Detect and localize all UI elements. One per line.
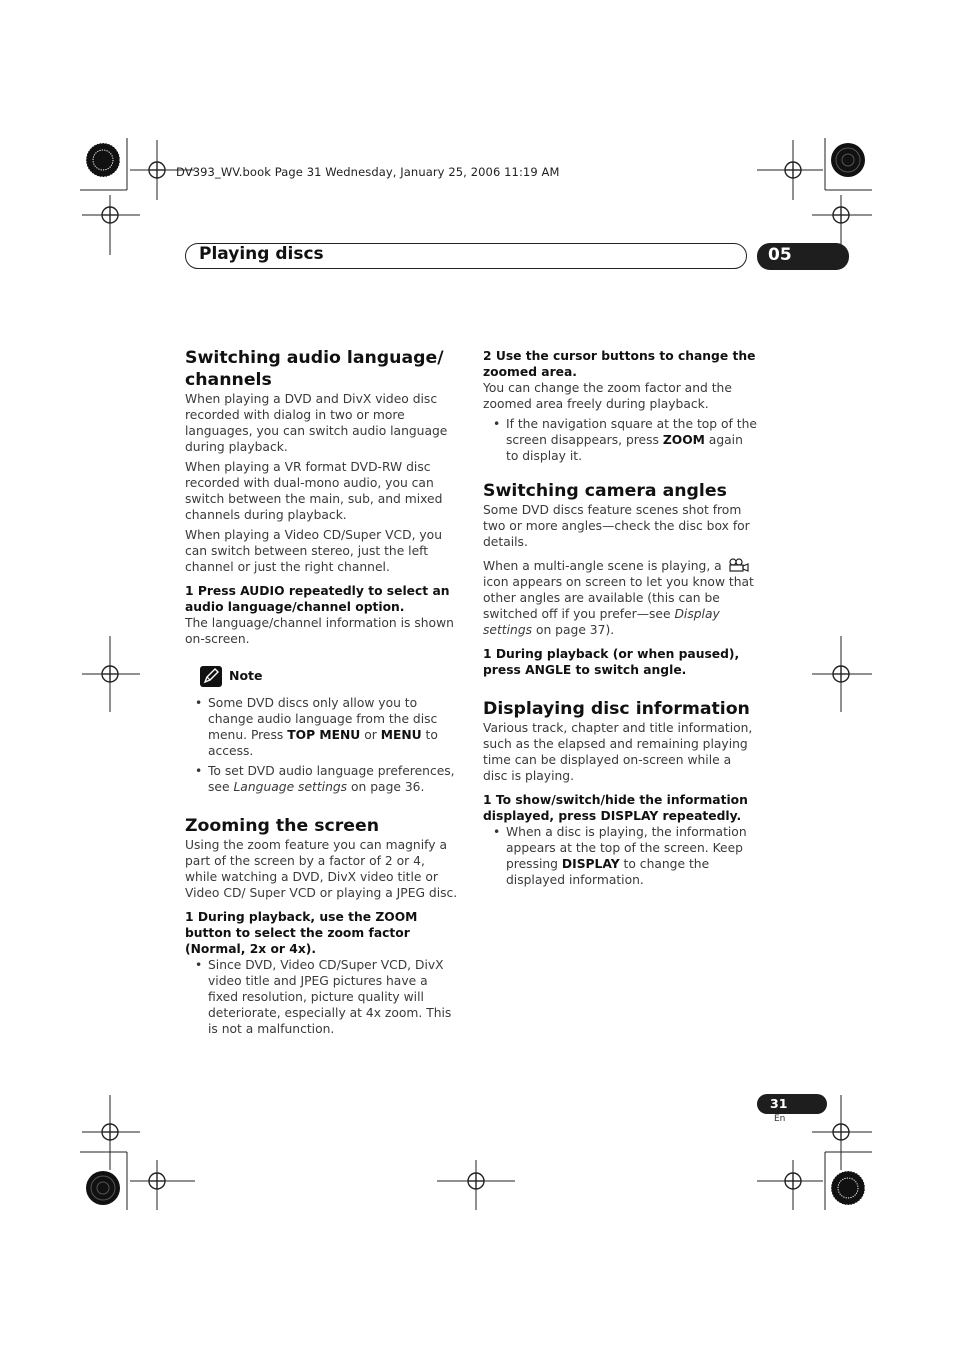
zoom-step: 2 Use the cursor buttons to change the zoomed area. [483,349,756,379]
camera-angle-icon [728,558,750,572]
page-number-badge [757,1094,827,1114]
zoom-step: 1 During playback, use the ZOOM button to select the zoom factor (Normal, 2x or 4x). [185,910,418,956]
note-header [200,665,460,687]
camera-step: 1 During playback (or when paused), press ANGLE to switch angle. [483,647,740,677]
left-column [185,347,460,1037]
zoom-bullet: • If the navigation square at the top of the screen disappears, press ZOOM again to display it. [483,416,758,464]
display-step: 1 To show/switch/hide the information displayed, press DISPLAY repeatedly. [483,793,748,823]
display-bullet: • When a disc is playing, the information appears at the top of the screen. Keep pressing DISPLAY to change the displayed information. [483,824,758,888]
right-column [483,348,758,888]
audio-step-desc: The language/channel information is shown on-screen. [185,616,454,646]
note-bullet: • Some DVD discs only allow you to change audio language from the disc menu. Press TOP MENU or MENU to access. [185,695,460,759]
page-number: 31 [770,1096,788,1111]
audio-step: 1 Press AUDIO repeatedly to select an audio language/channel option. [185,584,450,614]
audio-heading: Switching audio language/ channels [185,348,444,390]
audio-paragraph: When playing a Video CD/Super VCD, you can switch between stereo, just the left channel or just the right channel. [185,528,442,574]
zoom-bullet: • Since DVD, Video CD/Super VCD, DivX video title and JPEG pictures have a fixed resolution, picture quality will deteriorate, especially at 4x zoom. This is not a malfunction. [185,957,460,1037]
note-label: Note [229,668,263,683]
camera-paragraph: Some DVD discs feature scenes shot from two or more angles—check the disc box for details. [483,503,750,549]
camera-paragraph: When a multi-angle scene is playing, a icon appears on screen to let you know that other angles are available (this can be switched off if you prefer—see Display settings on page 37). [483,559,754,637]
camera-heading: Switching camera angles [483,481,727,501]
display-paragraph: Various track, chapter and title information, such as the elapsed and remaining playing time can be displayed on-screen while a disc is playing. [483,721,753,783]
note-bullet: • To set DVD audio language preferences, see Language settings on page 36. [185,763,460,795]
section-title: Playing discs [199,244,324,264]
display-heading: Displaying disc information [483,699,750,719]
print-slug: DV393_WV.book Page 31 Wednesday, January 25, 2006 11:19 AM [176,165,560,179]
audio-paragraph: When playing a DVD and DivX video disc recorded with dialog in two or more languages, you can switch audio language during playback. [185,392,448,454]
audio-paragraph: When playing a VR format DVD-RW disc recorded with dual-mono audio, you can switch between the main, sub, and mixed channels during playback. [185,460,443,522]
zoom-step-desc: You can change the zoom factor and the zoomed area freely during playback. [483,381,732,411]
zoom-paragraph: Using the zoom feature you can magnify a part of the screen by a factor of 2 or 4, while watching a DVD, DivX video title or Video CD/ Super VCD or playing a JPEG disc. [185,838,458,900]
page-language: En [774,1114,786,1124]
note-pencil-icon [200,666,222,687]
zoom-heading: Zooming the screen [185,816,379,836]
chapter-number: 05 [768,245,792,265]
